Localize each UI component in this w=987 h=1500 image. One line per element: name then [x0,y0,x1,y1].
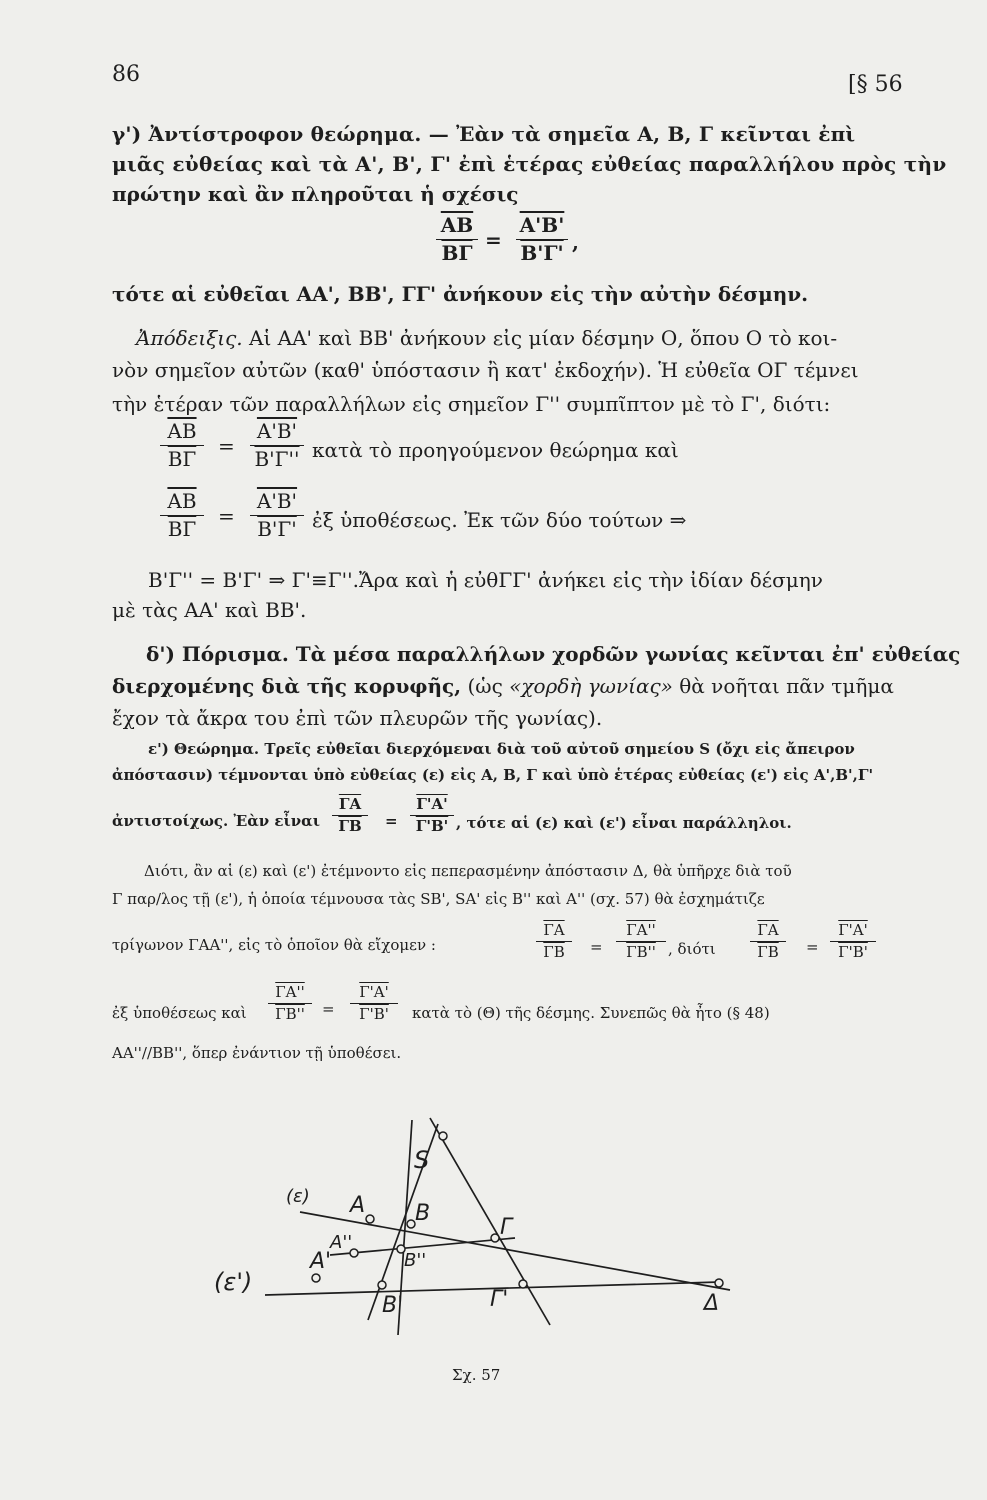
proof-e-line3b: , διότι [668,940,716,958]
proof-frac1-eq: = [218,434,235,458]
point-g [491,1234,499,1242]
proof-frac1-left: $\frac{\overline{AB}}{B\Gamma}$ [160,420,204,471]
label-epsilon: (ε) [286,1186,310,1207]
fraction-ab-bg: $\frac{\overline{AB}}{B\Gamma}$ [436,214,478,265]
proof-e-frac2-right: $\frac{\Gamma'A'}{\Gamma'B'}$ [830,922,876,962]
proof-frac2-right: $\frac{A'B'}{B'\Gamma'}$ [250,490,304,541]
proof-e-line1: Διότι, ἂν αἱ (ε) καὶ (ε') ἐτέμνοντο εἰς πεπερασμένην ἀπόστασιν Δ, θὰ ὑπῆρχε διὰ τοῦ [144,862,792,880]
proof-line2: νὸν σημεῖον αὐτῶν (καθ' ὑπόστασιν ἢ κατ' ἐκδοχήν). Ἡ εὐθεῖα ΟΓ τέμνει [112,358,859,382]
para-g-line3: πρώτην καὶ ἂν πληροῦται ἡ σχέσις [112,182,519,206]
para-g-line2: μιᾶς εὐθείας καὶ τὰ Α', Β', Γ' ἐπὶ ἑτέρας εὐθείας παραλλήλου πρὸς τὴν [112,152,947,176]
point-delta [715,1279,723,1287]
proof-e-frac3-left: $\frac{\Gamma A''}{\Gamma B''}$ [268,984,312,1024]
para-e-line3b: , τότε αἱ (ε) καὶ (ε') εἶναι παράλληλοι. [456,814,792,832]
proof-e-line4b: κατὰ τὸ (Θ) τῆς δέσμης. Συνεπῶς θὰ ἦτο (§ 48) [412,1004,770,1022]
proof-frac2-eq: = [218,504,235,528]
point-b [407,1220,415,1228]
page-number: 86 [112,62,140,87]
label-b2: B'' [404,1250,427,1271]
proof-e-line2: Γ παρ/λος τῇ (ε'), ἡ ὁποία τέμνουσα τὰς SB', SA' εἰς Β'' καὶ Α'' (σχ. 57) θὰ ἐσχημάτιζε [112,890,765,908]
figure-caption: Σχ. 57 [452,1366,501,1384]
proof-line1: Ἀπόδειξις. Αἱ ΑΑ' καὶ ΒΒ' ἀνήκουν εἰς μίαν δέσμην Ο, ὅπου Ο τὸ κοι- [136,326,838,350]
para-e-line1: ε') Θεώρημα. Τρεῖς εὐθεῖαι διερχόμεναι διὰ τοῦ αὐτοῦ σημείου S (ὄχι εἰς ἄπειρον [148,740,855,758]
proof-e-line4a: ἐξ ὑποθέσεως καὶ [112,1004,247,1022]
proof-frac2-left: $\frac{\overline{AB}}{B\Gamma}$ [160,490,204,541]
proof-e-frac1-left: $\frac{\overline{\Gamma A}}{\Gamma B}$ [536,922,572,962]
proof-e-frac1-eq: = [590,938,603,956]
point-s [439,1132,447,1140]
proof-e-frac1-right: $\frac{\Gamma A''}{\Gamma B''}$ [616,922,666,962]
label-s: S [414,1146,430,1174]
proof-frac1-right: $\frac{A'B'}{B'\Gamma''}$ [250,420,304,471]
proof-e-frac3-eq: = [322,1000,335,1018]
proof-e-line3a: τρίγωνον ΓΑΑ'', εἰς τὸ ὁποῖον θὰ εἴχομεν : [112,936,436,954]
label-a2: A'' [330,1232,353,1253]
proof-e-frac3-right: $\frac{\Gamma'A'}{\Gamma'B'}$ [350,984,398,1024]
point-a-prime [312,1274,320,1282]
label-delta: Δ [704,1291,720,1316]
label-a: A [350,1193,366,1218]
point-g-prime [519,1280,527,1288]
section-ref: [§ 56 [848,72,903,97]
para-g-line4: τότε αἱ εὐθεῖαι ΑΑ', ΒΒ', ΓΓ' ἀνήκουν εἰς τὴν αὐτὴν δέσμην. [112,282,809,306]
para-e-line2: ἀπόστασιν) τέμνονται ὑπὸ εὐθείας (ε) εἰς Α, Β, Γ καὶ ὑπὸ ἑτέρας εὐθείας (ε') εἰς Α',Β',Γ' [112,766,874,784]
para-e-eq: = [385,812,398,830]
proof-e-frac2-eq: = [806,938,819,956]
proof-conclusion1: Β'Γ'' = Β'Γ' ⇒ Γ'≡Γ''.Ἄρα καὶ ἡ εὐθΓΓ' ἀνήκει εἰς τὴν ἰδίαν δέσμην [148,568,823,592]
proof-frac1-text: κατὰ τὸ προηγούμενον θεώρημα καὶ [312,438,679,462]
comma: , [572,230,579,254]
para-e-frac-right: $\frac{\Gamma'A'}{\Gamma'B'}$ [410,796,454,836]
proof-line3: τὴν ἑτέραν τῶν παραλλήλων εἰς σημεῖον Γ'' συμπῖπτον μὲ τὸ Γ', διότι: [112,392,831,416]
point-b-prime [378,1281,386,1289]
para-d-line3: ἔχον τὰ ἄκρα του ἐπὶ τῶν πλευρῶν τῆς γωνίας). [112,706,603,730]
label-b-prime: B' [382,1293,404,1318]
para-e-frac-left: $\frac{\overline{\Gamma A}}{\Gamma B}$ [332,796,368,836]
para-d-line2: διερχομένης διὰ τῆς κορυφῆς, (ὡς «χορδὴ γωνίας» θὰ νοῆται πᾶν τμῆμα [112,674,894,698]
point-a [366,1215,374,1223]
proof-e-frac2-left: $\frac{\overline{\Gamma A}}{\Gamma B}$ [750,922,786,962]
label-a-prime: A' [310,1249,332,1274]
para-e-line3a: ἀντιστοίχως. Ἐὰν εἶναι [112,812,320,830]
label-g: Γ [500,1215,513,1240]
para-d-line1: δ') Πόρισμα. Τὰ μέσα παραλλήλων χορδῶν γωνίας κεῖνται ἐπ' εὐθείας [146,642,961,666]
label-b: B [415,1201,431,1226]
proof-frac2-text: ἐξ ὑποθέσεως. Ἐκ τῶν δύο τούτων ⇒ [312,508,687,532]
proof-conclusion2: μὲ τὰς ΑΑ' καὶ ΒΒ'. [112,598,307,622]
fraction-a1b1-b1g1: $\frac{A'B'}{B'\Gamma'}$ [516,214,568,265]
label-g-prime: Γ' [490,1287,509,1312]
proof-e-line5: ΑΑ''//ΒΒ'', ὅπερ ἐνάντιον τῇ ὑποθέσει. [112,1044,402,1062]
equals-sign: = [485,228,502,252]
para-g-line1: γ') Ἀντίστροφον θεώρημα. — Ἐὰν τὰ σημεῖα Α, Β, Γ κεῖνται ἐπὶ [112,122,856,146]
label-epsilon-prime: (ε') [214,1268,253,1296]
